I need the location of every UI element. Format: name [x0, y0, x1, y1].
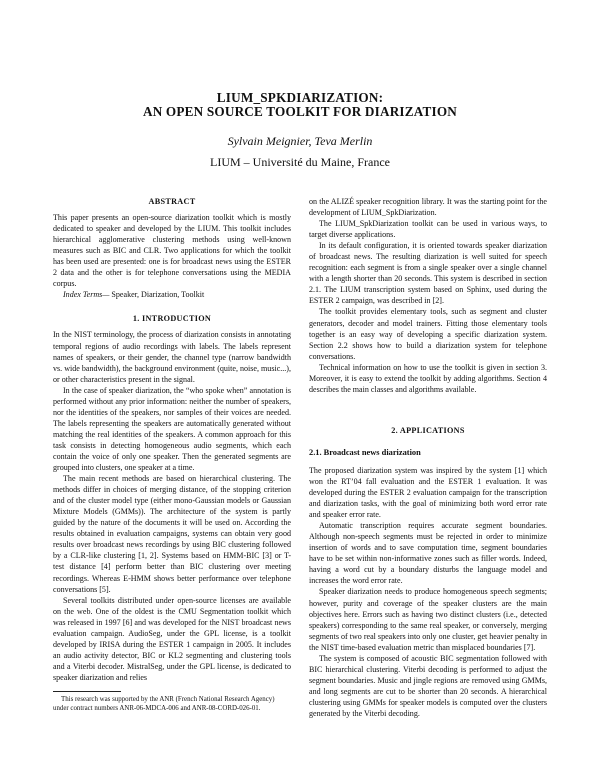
right-column: [309, 196, 547, 719]
applications-paragraph: Speaker diarization needs to produce homogeneous speech segments; however, purity and coverage of the speaker clusters are the main objectives here. Errors such as having two distinct clusters (i.e., detected speakers) corresponding to the same real speaker, or conversely, merging segments of two real speakers into only one cluster, get heavier penalty in the NIST time-based evaluation metric than misplaced boundaries [7].: [309, 587, 547, 652]
right-paragraph: The LIUM_SpkDiarization toolkit can be used in various ways, to target diverse applications.: [309, 219, 547, 240]
subsection-heading: 2.1. Broadcast news diarization: [309, 447, 421, 457]
paper-affiliation: LIUM – Université du Maine, France: [210, 155, 390, 169]
index-terms: [53, 289, 291, 300]
paper-title-line1: LIUM_SPKDIARIZATION:: [216, 90, 384, 105]
introduction-heading: 1. INTRODUCTION: [132, 314, 212, 324]
abstract-heading: ABSTRACT: [148, 197, 196, 206]
applications-heading: 2. APPLICATIONS: [391, 425, 465, 435]
intro-paragraph: In the NIST terminology, the process of diarization consists in annotating temporal regions of audio recordings with labels. The labels represent names of speakers, or their gender, the channel type (narrow bandwidth vs. wide bandwidth), the background environment (quite, noise, music...), or other characteristics present in the signal.: [53, 330, 291, 384]
right-paragraph: Technical information on how to use the toolkit is given in section 3. Moreover, it is easy to extend the toolkit by adding algorithms. Section 4 describes the main classes and algorithms available.: [309, 362, 547, 394]
left-column: [53, 196, 291, 713]
index-terms-label: Index Terms—: [63, 290, 110, 300]
footnote-rule: [53, 691, 121, 692]
index-terms-value: Speaker, Diarization, Toolkit: [109, 290, 205, 300]
right-paragraph: on the ALIZÉ speaker recognition library. It was the starting point for the development of LIUM_SpkDiarization.: [309, 197, 547, 218]
intro-paragraph: Several toolkits distributed under open-source licenses are available on the web. One of the oldest is the CMU Segmentation toolkit which was released in 1997 [6] and was developed for the NIST broadcast news evaluation campaign. AudioSeg, under the GPL license, is a toolkit developed by IRISA during the ESTER 1 campaign in 2005. It includes an audio activity detector, BIC or KL2 segmenting and clustering tools and a Viterbi decoder. MistralSeg, under the GPL license, is dedicated to speaker diarization and relies: [53, 595, 291, 682]
applications-paragraph: The proposed diarization system was inspired by the system [1] which won the RT’04 fall evaluation and the ESTER 1 evaluation. It was developed during the ESTER 2 evaluation campaign for the transcription and diarization tasks, with the goal of minimizing both word error rate and speaker error rate.: [309, 465, 547, 520]
paper-authors: Sylvain Meignier, Teva Merlin: [227, 134, 373, 148]
paper-title-line2: AN OPEN SOURCE TOOLKIT FOR DIARIZATION: [142, 104, 458, 119]
intro-paragraph: The main recent methods are based on hierarchical clustering. The methods differ in choices of merging distance, of the stopping criterion and of the cluster model type (either mono-Gaussian models or Gaussian Mixture Models (GMMs)). The architecture of the system is partly guided by the nature of the documents it will be used on. According the results obtained in evaluation campaigns, systems can obtain very good results over broadcast news recordings by using BIC clustering followed by a CLR-like clustering [1, 2]. Systems based on HMM-BIC [3] or T-test distance [4] perform better than BIC clustering over meeting recordings. Whereas E-HMM shows better performance over telephone conversations [5].: [53, 474, 291, 594]
right-paragraph: In its default configuration, it is oriented towards speaker diarization of broadcast news. The resulting diarization is well suited for speech recognition: each segment is from a single speaker over a single channel with a length shorter than 20 seconds. This system is described in section 2.1. The LIUM transcription system based on Sphinx, used during the ESTER 2 campaign, was described in [2].: [309, 241, 547, 306]
intro-paragraph: In the case of speaker diarization, the “who spoke when” annotation is performed without any prior information: neither the number of speakers, nor the identities of the speakers, nor samples of their voices are needed. The labels representing the speakers are automatically generated without matching the real identities of the speakers. A common approach for this task consists in detecting homogeneous audio segments, which each contain the voice of only one speaker. Then the generated segments are grouped into clusters, one speaker at a time.: [53, 385, 291, 473]
applications-paragraph: Automatic transcription requires accurate segment boundaries. Although non-speech segments must be rejected in order to minimize insertion of words and to save computation time, segment boundaries have to be set within non-informative zones such as filler words. Indeed, having a word cut by a boundary disturbs the language model and increases the word error rate.: [309, 521, 547, 586]
footnote: This research was supported by the ANR (French National Research Agency) under contract numbers ANR-06-MDCA-006 and ANR-08-CORD-026-01.: [53, 695, 275, 713]
right-paragraph: The toolkit provides elementary tools, such as segment and cluster generators, decoder and model trainers. Fitting those elementary tools together is an easy way of developing a specific diarization system. Section 2.2 shows how to build a diarization system for telephone conversations.: [309, 307, 547, 361]
abstract-text: This paper presents an open-source diarization toolkit which is mostly dedicated to speaker and developed by the LIUM. This toolkit includes hierarchical agglomerative clustering methods using well-known measures such as BIC and CLR. Two applications for which the toolkit has been used are presented: one is for broadcast news using the ESTER 2 data and the other is for telephone conversations using the MEDIA corpus.: [53, 213, 291, 289]
applications-paragraph: The system is composed of acoustic BIC segmentation followed with BIC hierarchical clustering. Viterbi decoding is performed to adjust the segment boundaries. Music and jingle regions are removed using GMMs, and long segments are cut to be shorter than 20 seconds. A hierarchical clustering using GMMs for speaker models is computed over the clusters generated by the Viterbi decoding.: [309, 653, 547, 718]
